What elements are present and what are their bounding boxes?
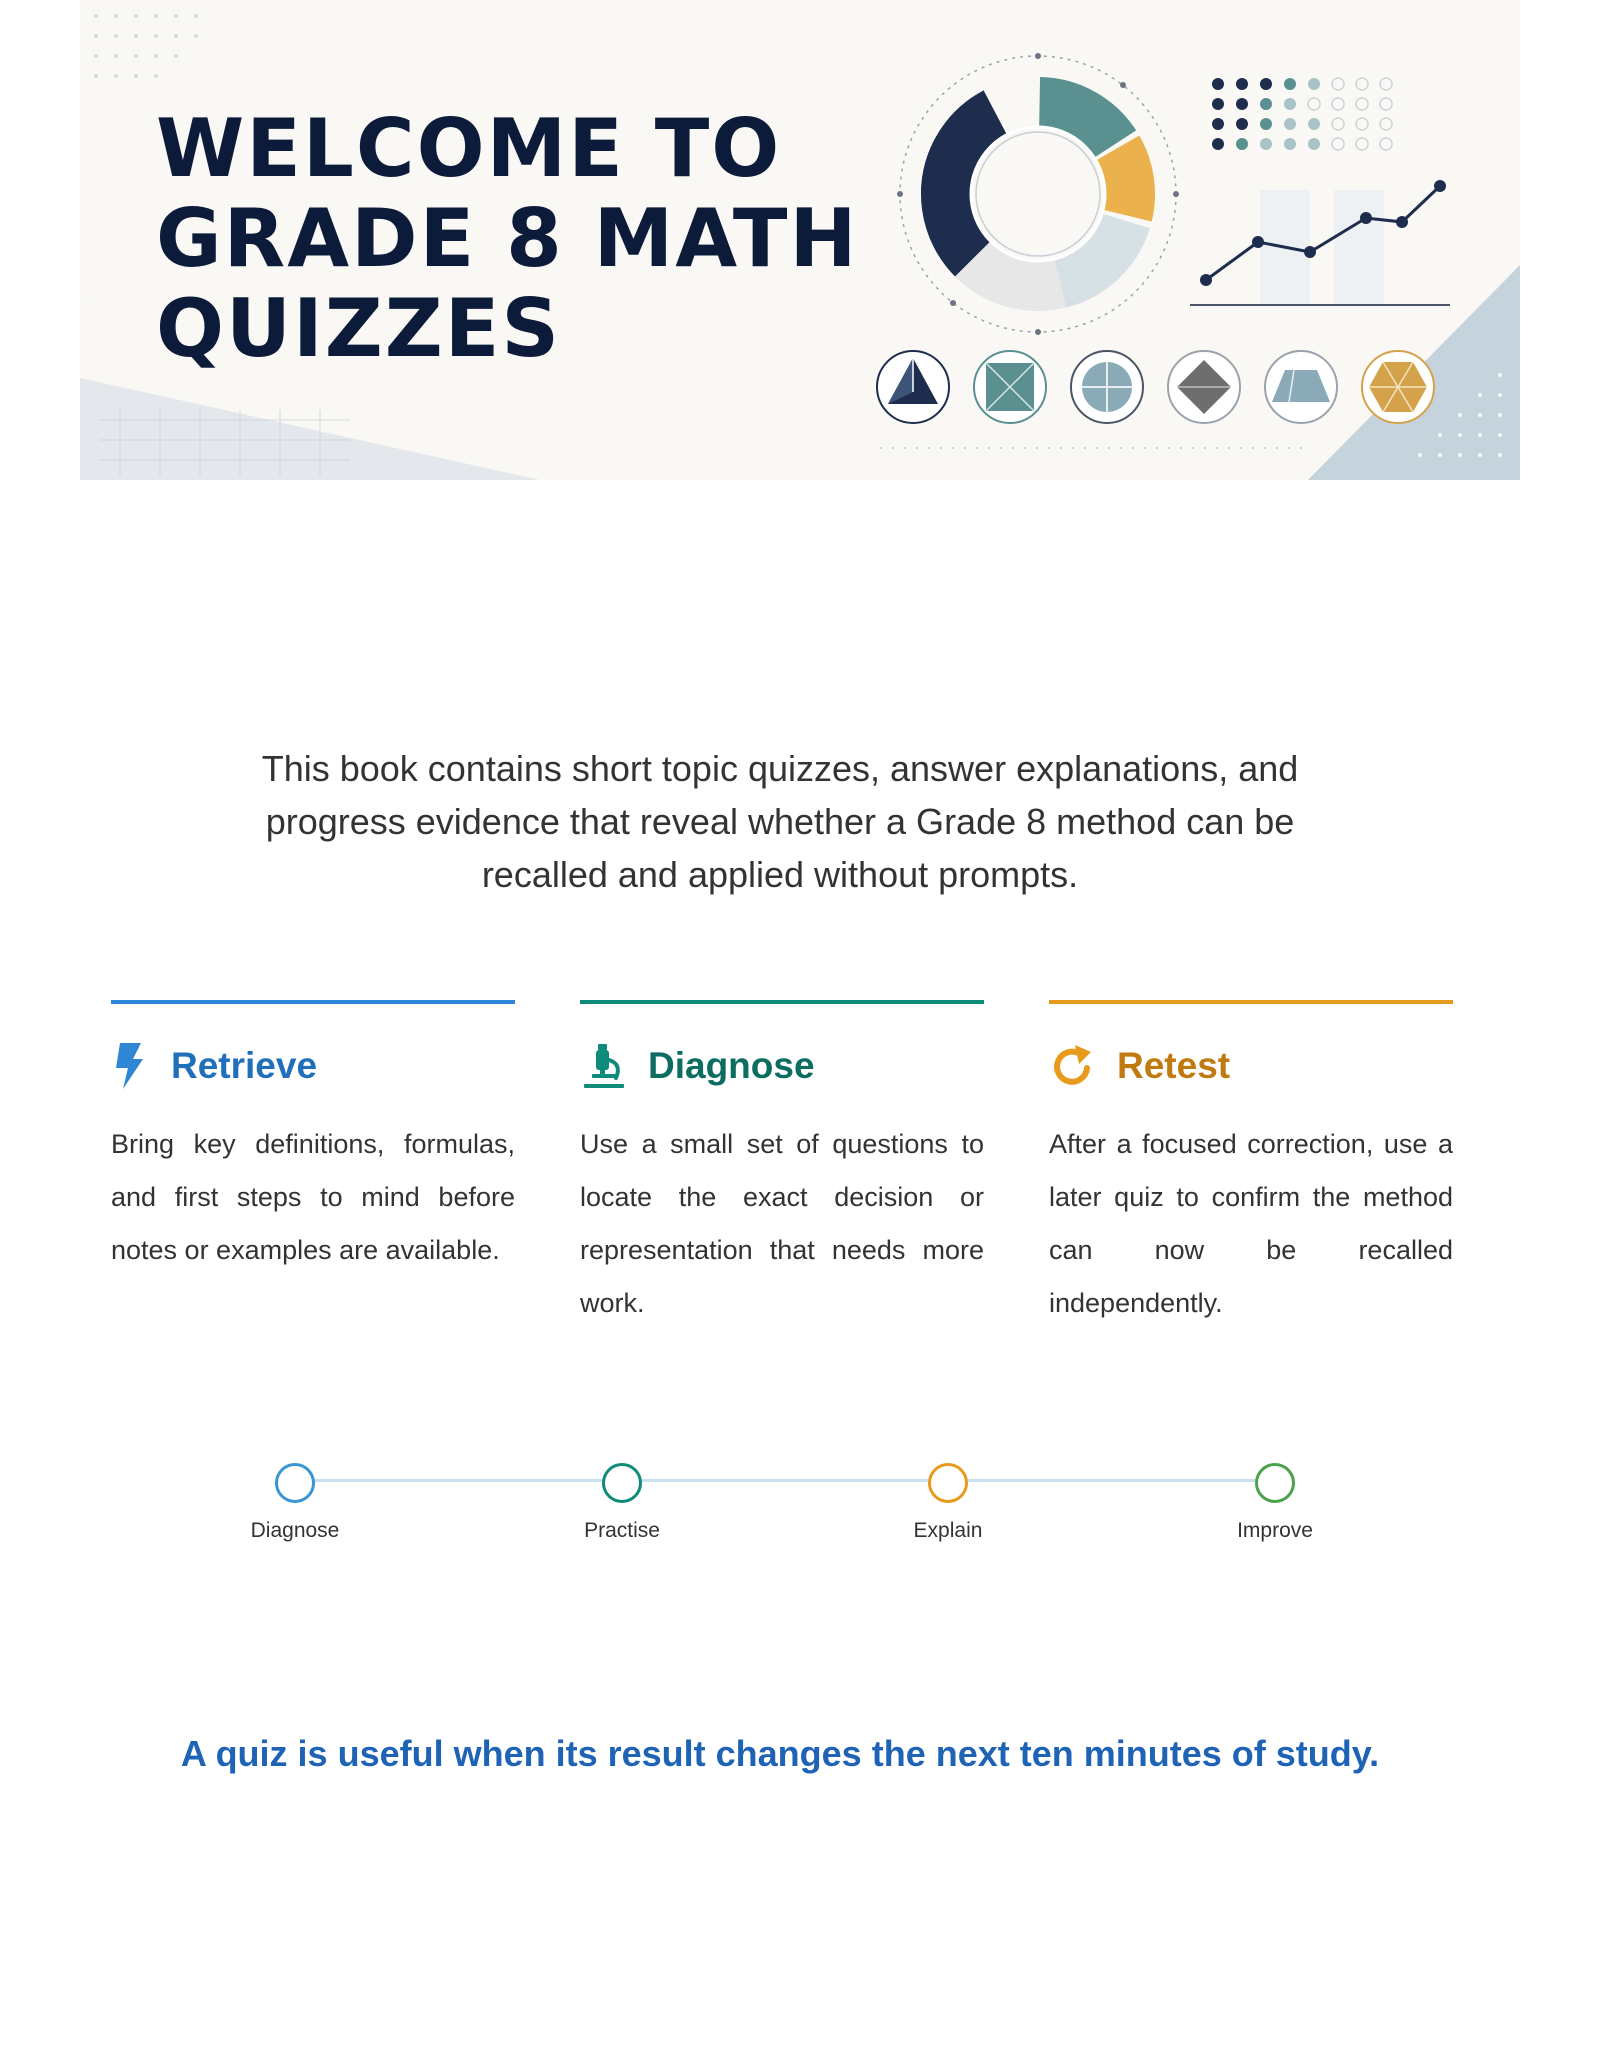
dot-grid-decoration (94, 14, 198, 78)
card-rule (580, 1000, 984, 1004)
card-rule (1049, 1000, 1453, 1004)
sphere-icon (1071, 351, 1143, 423)
progress-steps (0, 1440, 1600, 1560)
square-pyramid-icon (974, 351, 1046, 423)
card-body: After a focused correction, use a later quiz to confirm the method can now be recalled independently. (1049, 1129, 1453, 1318)
card-header (111, 1040, 515, 1092)
trapezoid-icon (1265, 351, 1337, 423)
progress-line (295, 1479, 1275, 1482)
hexagon-icon (1362, 351, 1434, 423)
banner-title-line: GRADE 8 MATH (156, 192, 859, 285)
card-body: Use a small set of questions to locate the exact decision or representation that needs more work. (580, 1129, 984, 1318)
step-circle (602, 1463, 642, 1503)
banner-title (156, 104, 858, 374)
closing-quote: A quiz is useful when its result changes the next ten minutes of study. (180, 1733, 1380, 1774)
microscope-icon (580, 1042, 628, 1090)
card-rule (111, 1000, 515, 1004)
header-banner (80, 0, 1520, 480)
card-title: Retest (1117, 1045, 1231, 1086)
card-body: Bring key definitions, formulas, and first steps to mind before notes or examples are available. (111, 1129, 515, 1265)
step-circle (928, 1463, 968, 1503)
intro-paragraph: This book contains short topic quizzes, answer explanations, and progress evidence that reveal whether a Grade 8 method can be recalled and applied without prompts. (261, 748, 1299, 895)
step-label: Diagnose (250, 1519, 340, 1542)
diamond-icon (1168, 351, 1240, 423)
card-diagnose (580, 1000, 984, 1330)
step-circle (275, 1463, 315, 1503)
card-title: Retrieve (171, 1045, 318, 1086)
card-retrieve (111, 1000, 515, 1277)
step-label: Practise (584, 1519, 660, 1542)
card-header (580, 1040, 984, 1092)
step-label: Explain (913, 1519, 983, 1542)
donut-ring-decoration (897, 53, 1179, 335)
step-circle (1255, 1463, 1295, 1503)
card-retest (1049, 1000, 1453, 1330)
banner-title-line: QUIZZES (156, 282, 562, 375)
card-header (1049, 1040, 1453, 1092)
lightning-bolt-icon (111, 1042, 151, 1090)
pyramid-icon (877, 351, 949, 423)
step-explain (848, 1440, 1048, 1543)
step-practise (522, 1440, 722, 1543)
refresh-arrow-icon (1049, 1042, 1097, 1090)
card-title: Diagnose (648, 1045, 815, 1086)
step-improve (1175, 1440, 1375, 1543)
step-diagnose (195, 1440, 395, 1543)
banner-title-line: WELCOME TO (156, 102, 782, 195)
step-label: Improve (1237, 1519, 1313, 1542)
dot-matrix-decoration (1212, 78, 1392, 150)
line-chart-decoration (1190, 180, 1450, 305)
